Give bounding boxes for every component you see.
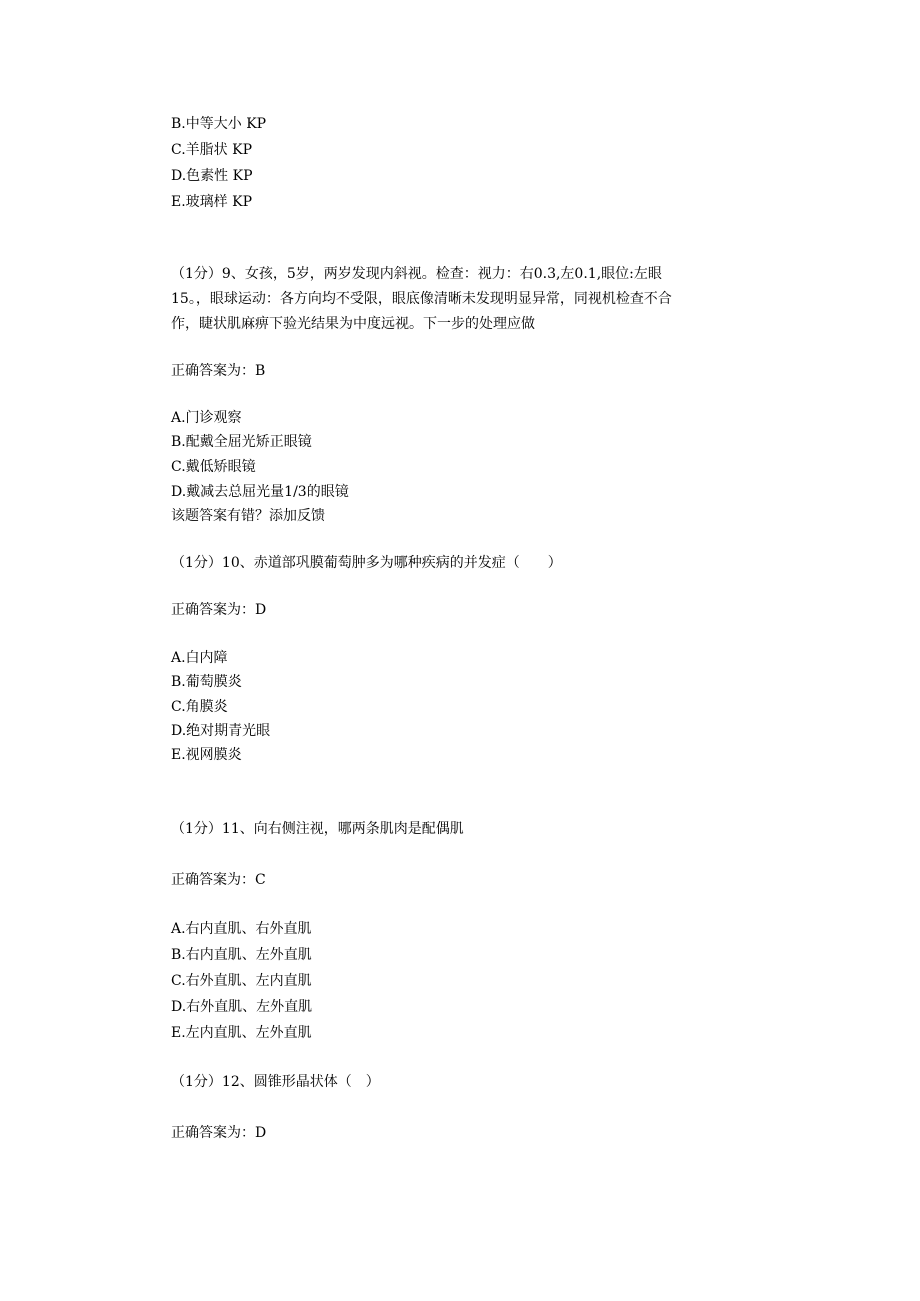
- q11-option-c: C.右外直肌、左内直肌: [171, 973, 312, 989]
- q9-option-d: D.戴减去总屈光量1/3的眼镜: [171, 484, 349, 500]
- q11-option-d: D.右外直肌、左外直肌: [171, 999, 313, 1015]
- option-e: E.玻璃样 KP: [171, 194, 252, 210]
- q9-feedback-link[interactable]: 该题答案有错？添加反馈: [171, 508, 325, 524]
- q11-text: （1分）11、向右侧注视，哪两条肌肉是配偶肌: [171, 821, 464, 837]
- q12-answer: 正确答案为：D: [171, 1125, 267, 1141]
- q11-option-b: B.右内直肌、左外直肌: [171, 947, 312, 963]
- q9-option-b: B.配戴全屈光矫正眼镜: [171, 434, 312, 450]
- q10-option-b: B.葡萄膜炎: [171, 674, 242, 690]
- q9-text-line-3: 作，睫状肌麻痹下验光结果为中度远视。下一步的处理应做: [171, 316, 535, 332]
- option-d: D.色素性 KP: [171, 168, 253, 184]
- q12-text: （1分）12、圆锥形晶状体（ ）: [171, 1074, 380, 1090]
- option-b: B.中等大小 KP: [171, 116, 267, 132]
- option-c: C.羊脂状 KP: [171, 142, 252, 158]
- q10-text: （1分）10、赤道部巩膜葡萄肿多为哪种疾病的并发症（ ）: [171, 555, 562, 571]
- q10-option-c: C.角膜炎: [171, 699, 228, 715]
- q10-option-e: E.视网膜炎: [171, 747, 242, 763]
- q11-option-e: E.左内直肌、左外直肌: [171, 1025, 312, 1041]
- q11-option-a: A.右内直肌、右外直肌: [171, 921, 312, 937]
- q9-answer: 正确答案为：B: [171, 363, 266, 379]
- q9-option-a: A.门诊观察: [171, 410, 242, 426]
- q9-text-line-1: （1分）9、女孩，5岁，两岁发现内斜视。检查：视力：右0.3,左0.1,眼位:左眼: [171, 266, 662, 282]
- q9-text-line-2: 15。，眼球运动：各方向均不受限，眼底像清晰未发现明显异常，同视机检查不合: [171, 291, 672, 307]
- q10-answer: 正确答案为：D: [171, 602, 267, 618]
- q10-option-a: A.白内障: [171, 650, 228, 666]
- q9-option-c: C.戴低矫眼镜: [171, 459, 256, 475]
- q10-option-d: D.绝对期青光眼: [171, 723, 271, 739]
- q11-answer: 正确答案为：C: [171, 872, 266, 888]
